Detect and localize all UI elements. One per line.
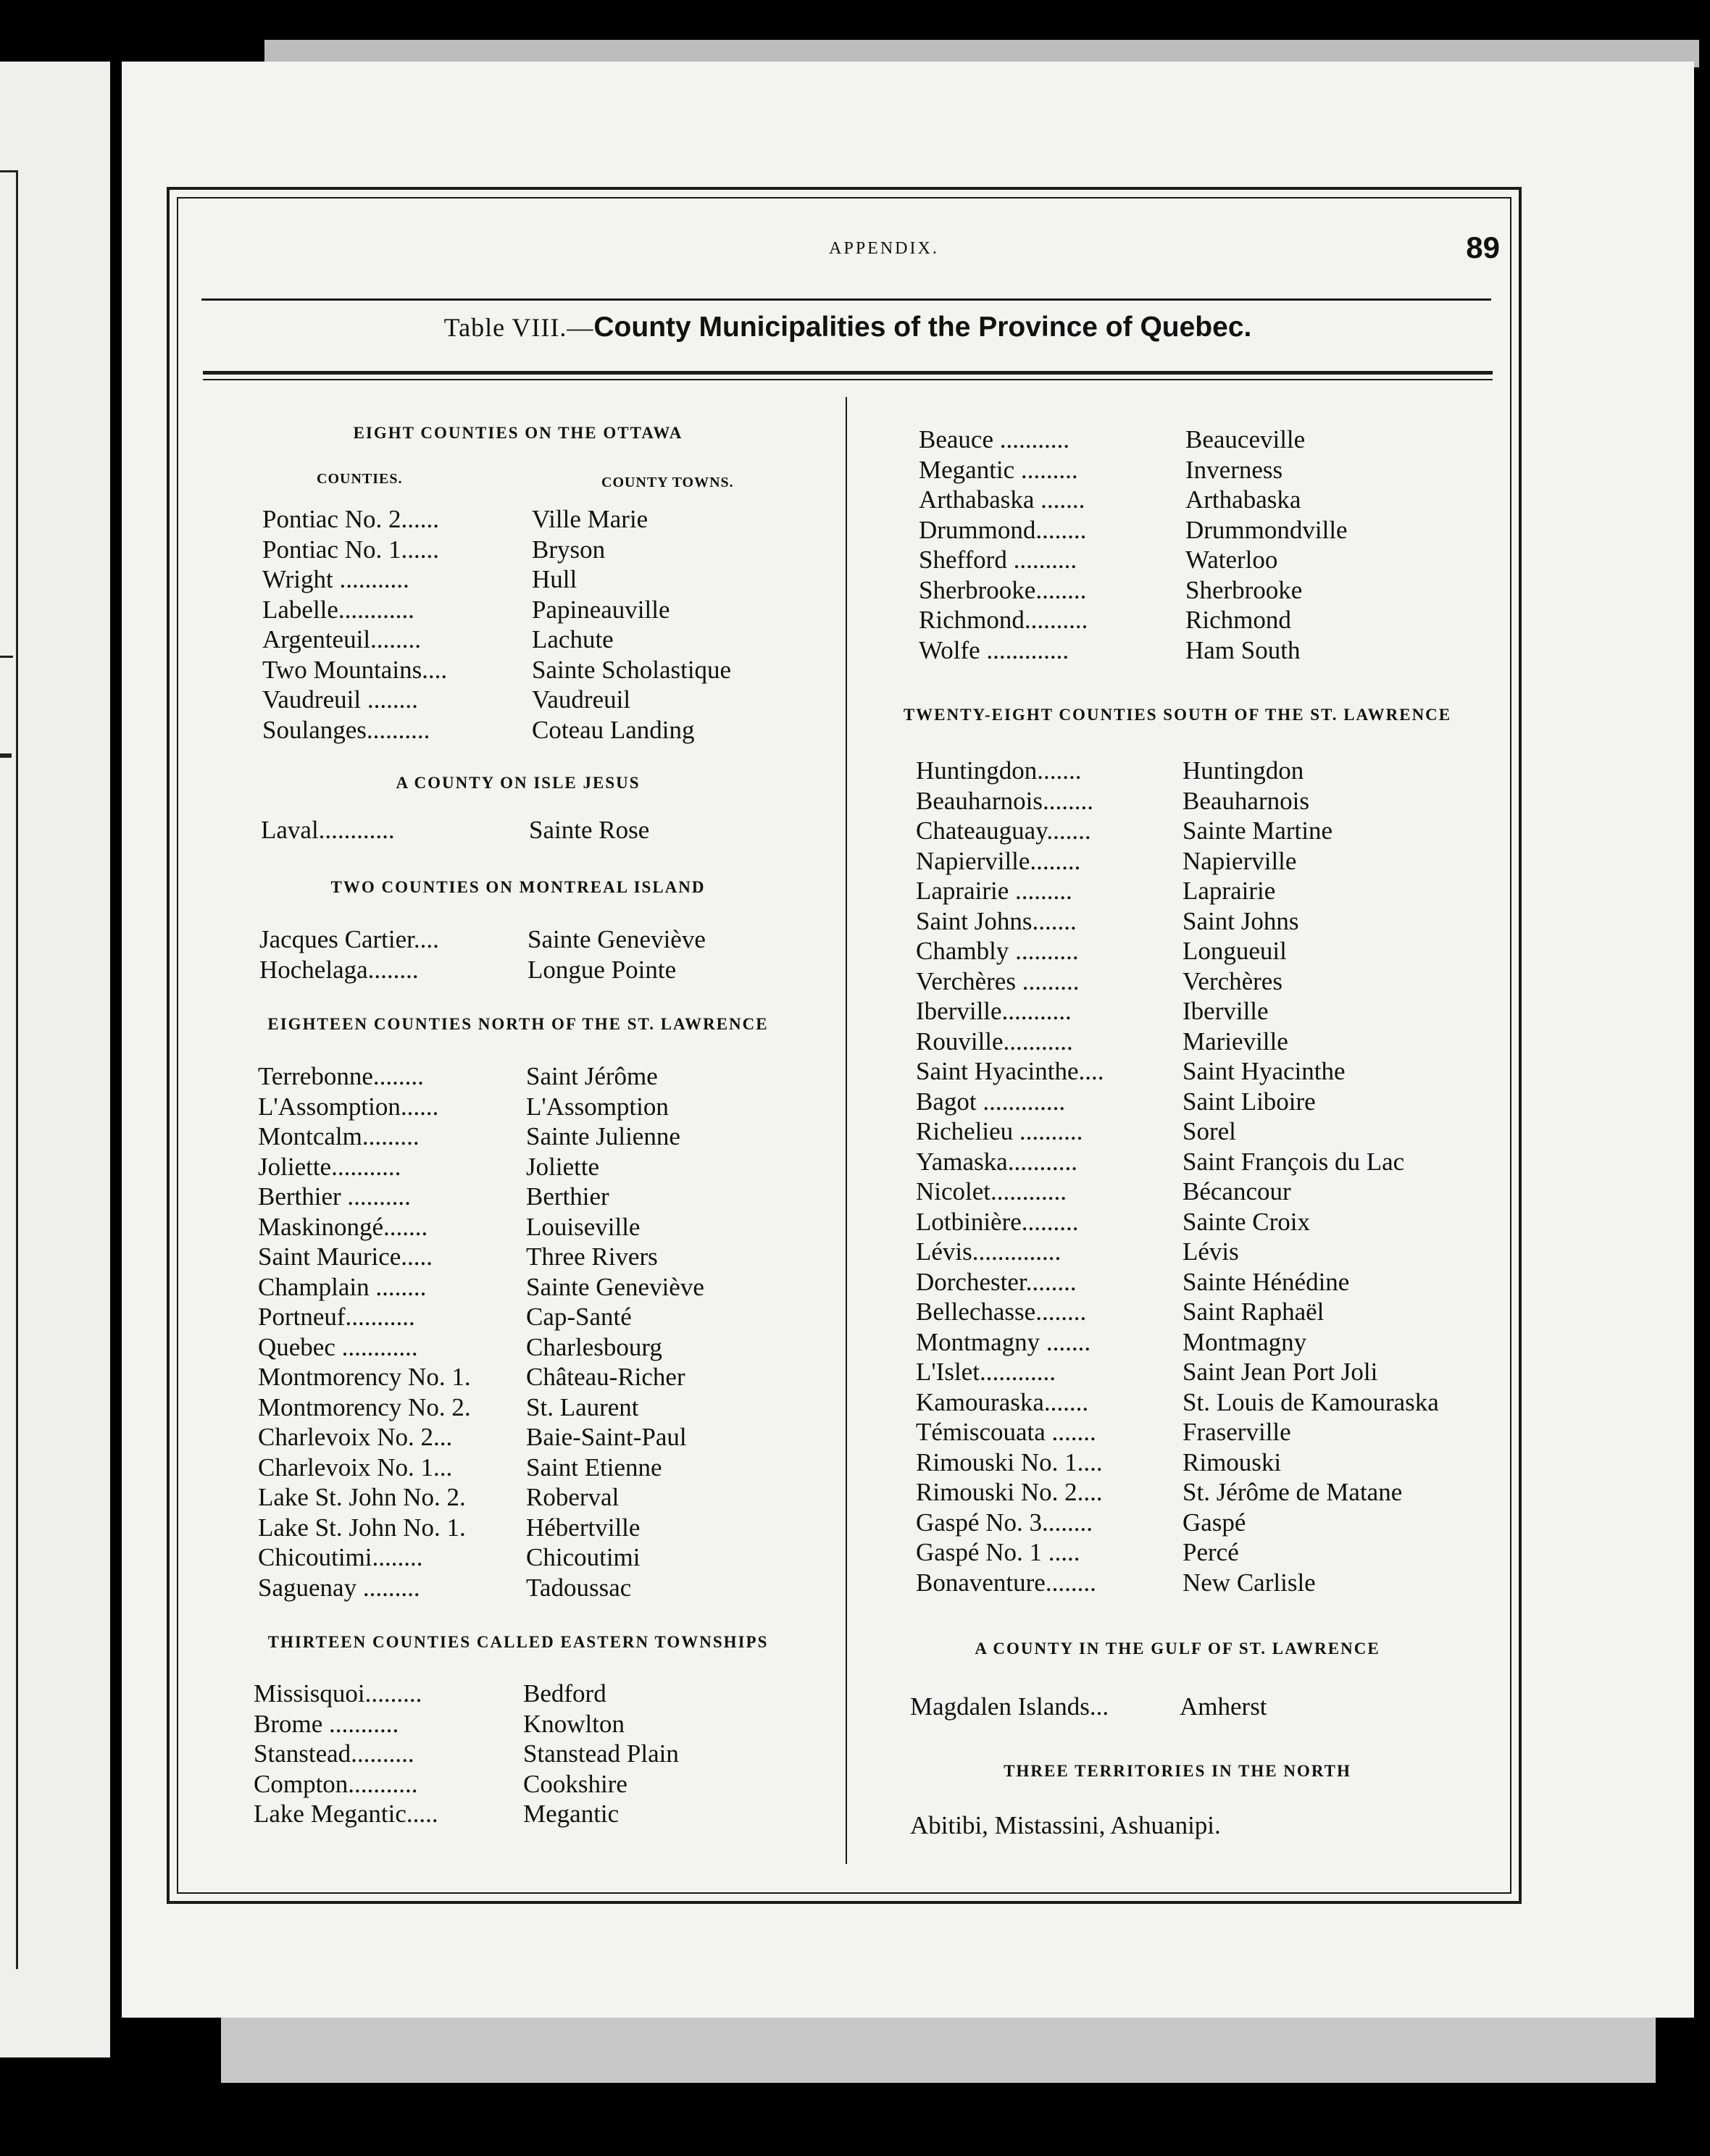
section-heading-south: TWENTY-EIGHT COUNTIES SOUTH OF THE ST. LAWRENCE — [903, 706, 1452, 724]
page-number: 89 — [1466, 230, 1500, 264]
county-town: Saint Hyacinthe — [1183, 1057, 1346, 1085]
county-name: Soulanges.......... — [262, 715, 430, 744]
county-name: Wright ........... — [262, 565, 409, 593]
county-town: Ville Marie — [532, 505, 648, 533]
county-town: Joliette — [526, 1152, 600, 1181]
county-name: Missisquoi......... — [254, 1679, 422, 1708]
county-name: Hochelaga........ — [259, 955, 419, 984]
county-town: Sainte Martine — [1183, 816, 1333, 845]
county-town: Hull — [532, 565, 577, 593]
county-name: Beauharnois........ — [916, 786, 1093, 815]
county-name: Megantic ......... — [919, 455, 1078, 484]
county-name: Joliette........... — [258, 1152, 401, 1181]
county-name: Lake Megantic..... — [254, 1800, 438, 1828]
county-name: Maskinongé....... — [258, 1212, 428, 1241]
county-town: Saint Johns — [1183, 906, 1299, 935]
county-name: L'Assomption...... — [258, 1092, 439, 1121]
county-name: Chambly .......... — [916, 937, 1079, 965]
county-town: Longueuil — [1183, 937, 1287, 965]
section-heading-montreal: TWO COUNTIES ON MONTREAL ISLAND — [330, 878, 706, 896]
county-town: Richmond — [1185, 606, 1291, 634]
county-town: Sherbrooke — [1185, 575, 1303, 604]
county-town: Baie-Saint-Paul — [526, 1423, 687, 1451]
territories-list: Abitibi, Mistassini, Ashuanipi. — [910, 1811, 1221, 1839]
county-name: Arthabaska ....... — [919, 485, 1085, 514]
county-town: Louiseville — [526, 1212, 641, 1241]
column-header-counties: COUNTIES. — [317, 471, 403, 487]
county-name: Montmorency No. 2. — [258, 1392, 471, 1421]
county-town: Cookshire — [523, 1769, 627, 1798]
county-name: Compton........... — [254, 1769, 418, 1798]
table-title — [203, 312, 1493, 343]
county-name: Verchères ......... — [916, 966, 1080, 995]
county-name: Labelle............ — [262, 595, 414, 624]
county-name: Terrebonne........ — [258, 1062, 424, 1090]
county-name: Portneuf........... — [258, 1303, 415, 1331]
county-name: Montmagny ....... — [916, 1327, 1091, 1356]
county-town: Knowlton — [523, 1709, 625, 1738]
county-name: Laprairie ......... — [916, 877, 1072, 905]
county-town: Drummondville — [1185, 515, 1348, 544]
county-town: Hébertville — [526, 1513, 641, 1542]
county-name: Lotbinière......... — [916, 1207, 1079, 1236]
county-town: Sainte Scholastique — [532, 655, 732, 684]
county-name: Huntingdon....... — [916, 756, 1082, 785]
county-town: Iberville — [1183, 997, 1269, 1025]
county-name: Charlevoix No. 1... — [258, 1453, 453, 1482]
county-town: Inverness — [1185, 455, 1283, 484]
county-name: Richelieu .......... — [916, 1117, 1083, 1145]
county-town: Sainte Julienne — [526, 1122, 680, 1150]
column-header-county-towns: COUNTY TOWNS. — [601, 475, 734, 490]
county-name: Kamouraska....... — [916, 1387, 1089, 1416]
county-town: St. Laurent — [526, 1392, 639, 1421]
county-name: Beauce ........... — [919, 425, 1069, 454]
county-name: Rouville........... — [916, 1027, 1073, 1056]
county-name: Montcalm......... — [258, 1122, 420, 1150]
county-town: Verchères — [1183, 966, 1282, 995]
county-town: Château-Richer — [526, 1363, 685, 1391]
county-town: Sainte Hénédine — [1183, 1267, 1350, 1296]
county-town: Huntingdon — [1183, 756, 1304, 785]
section-heading-ottawa: EIGHT COUNTIES ON THE OTTAWA — [353, 424, 683, 442]
county-name: Stanstead.......... — [254, 1739, 414, 1768]
county-town: Lévis — [1183, 1237, 1239, 1266]
county-name: Lake St. John No. 2. — [258, 1483, 466, 1511]
running-head: APPENDIX. — [829, 239, 939, 258]
county-name: Dorchester........ — [916, 1267, 1077, 1296]
county-town: Chicoutimi — [526, 1543, 641, 1571]
county-town: Tadoussac — [526, 1573, 632, 1602]
county-town: Saint Raphaël — [1183, 1298, 1325, 1326]
county-name: Bonaventure........ — [916, 1568, 1096, 1597]
county-town: Coteau Landing — [532, 715, 695, 744]
county-town: Stanstead Plain — [523, 1739, 679, 1768]
section-heading-territories: THREE TERRITORIES IN THE NORTH — [1004, 1762, 1351, 1780]
county-name: Gaspé No. 3........ — [916, 1508, 1093, 1537]
county-town: Saint François du Lac — [1183, 1147, 1405, 1176]
county-town: Papineauville — [532, 595, 670, 624]
county-name: Lake St. John No. 1. — [258, 1513, 466, 1542]
county-name: Iberville........... — [916, 997, 1072, 1025]
county-town: Charlesbourg — [526, 1332, 662, 1361]
county-name: Bellechasse........ — [916, 1298, 1087, 1326]
county-town: Cap-Santé — [526, 1303, 632, 1331]
county-town: Bryson — [532, 535, 606, 564]
county-town: Bécancour — [1183, 1177, 1291, 1206]
county-town: Lachute — [532, 625, 614, 653]
county-name: Rimouski No. 2.... — [916, 1478, 1103, 1506]
county-town: Amherst — [1180, 1692, 1267, 1721]
county-town: L'Assomption — [526, 1092, 669, 1121]
county-town: Waterloo — [1185, 546, 1278, 574]
county-name: Drummond........ — [919, 515, 1087, 544]
county-town: New Carlisle — [1183, 1568, 1316, 1597]
county-town: Sorel — [1183, 1117, 1236, 1145]
adjacent-page-rule — [0, 170, 18, 1969]
title-rule-thick — [203, 371, 1493, 375]
county-name: Napierville........ — [916, 846, 1081, 875]
county-name: Pontiac No. 2...... — [262, 505, 440, 533]
county-town: St. Louis de Kamouraska — [1183, 1387, 1439, 1416]
county-town: Three Rivers — [526, 1242, 658, 1271]
county-town: Saint Liboire — [1183, 1087, 1316, 1116]
section-heading-isle-jesus: A COUNTY ON ISLE JESUS — [396, 774, 641, 792]
county-town: Beauceville — [1185, 425, 1306, 454]
county-town: Napierville — [1183, 846, 1297, 875]
county-town: Berthier — [526, 1182, 609, 1211]
county-town: Roberval — [526, 1483, 620, 1511]
county-name: Témiscouata ....... — [916, 1418, 1096, 1446]
county-name: Argenteuil........ — [262, 625, 422, 653]
county-name: Two Mountains.... — [262, 655, 448, 684]
county-town: Saint Etienne — [526, 1453, 662, 1482]
section-heading-north: EIGHTEEN COUNTIES NORTH OF THE ST. LAWRENCE — [267, 1015, 769, 1033]
table-title-text: County Municipalities of the Province of Quebec. — [593, 312, 1252, 343]
county-name: Nicolet............ — [916, 1177, 1067, 1206]
county-name: Champlain ........ — [258, 1272, 427, 1301]
county-name: Bagot ............. — [916, 1087, 1066, 1116]
county-town: St. Jérôme de Matane — [1183, 1478, 1403, 1506]
county-town: Saint Jean Port Joli — [1183, 1358, 1378, 1386]
county-name: Richmond.......... — [919, 606, 1088, 634]
county-name: Brome ........... — [254, 1709, 399, 1738]
county-town: Marieville — [1183, 1027, 1288, 1056]
county-town: Sainte Geneviève — [527, 925, 706, 953]
county-name: Charlevoix No. 2... — [258, 1423, 453, 1451]
county-town: Sainte Croix — [1183, 1207, 1310, 1236]
county-town: Ham South — [1185, 635, 1301, 664]
section-heading-gulf: A COUNTY IN THE GULF OF ST. LAWRENCE — [975, 1639, 1380, 1658]
county-name: Pontiac No. 1...... — [262, 535, 440, 564]
county-town: Bedford — [523, 1679, 606, 1708]
county-name: Rimouski No. 1.... — [916, 1447, 1103, 1476]
county-name: Wolfe ............. — [919, 635, 1069, 664]
adjacent-page-mark — [0, 753, 12, 758]
county-name: Sherbrooke........ — [919, 575, 1087, 604]
county-name: Chicoutimi........ — [258, 1543, 423, 1571]
county-name: Shefford .......... — [919, 546, 1077, 574]
section-heading-eastern-townships: THIRTEEN COUNTIES CALLED EASTERN TOWNSHIPS — [267, 1633, 769, 1651]
county-name: Vaudreuil ........ — [262, 685, 418, 714]
county-name: Saint Maurice..... — [258, 1242, 433, 1271]
county-town: Gaspé — [1183, 1508, 1246, 1537]
county-name: L'Islet............ — [916, 1358, 1056, 1386]
adjacent-page-mark — [0, 656, 13, 658]
county-town: Fraserville — [1183, 1418, 1291, 1446]
county-name: Montmorency No. 1. — [258, 1363, 471, 1391]
county-name: Magdalen Islands... — [910, 1692, 1109, 1721]
column-divider — [846, 397, 847, 1864]
county-town: Vaudreuil — [532, 685, 631, 714]
county-name: Gaspé No. 1 ..... — [916, 1538, 1080, 1566]
table-label: Table VIII.— — [443, 313, 594, 342]
county-name: Saint Hyacinthe.... — [916, 1057, 1104, 1085]
county-town: Beauharnois — [1183, 786, 1309, 815]
title-rule-thin — [203, 379, 1493, 380]
header-rule — [201, 298, 1491, 301]
county-name: Jacques Cartier.... — [259, 925, 439, 953]
county-town: Arthabaska — [1185, 485, 1301, 514]
county-name: Saguenay ......... — [258, 1573, 420, 1602]
county-town: Megantic — [523, 1800, 620, 1828]
county-town: Laprairie — [1183, 877, 1276, 905]
county-name: Yamaska........... — [916, 1147, 1077, 1176]
county-town: Sainte Geneviève — [526, 1272, 704, 1301]
county-town: Montmagny — [1183, 1327, 1307, 1356]
county-name: Lévis.............. — [916, 1237, 1062, 1266]
county-town: Rimouski — [1183, 1447, 1282, 1476]
county-town: Saint Jérôme — [526, 1062, 658, 1090]
county-name: Chateauguay....... — [916, 816, 1091, 845]
county-town: Longue Pointe — [527, 955, 677, 984]
county-name: Quebec ............ — [258, 1332, 418, 1361]
county-town: Percé — [1183, 1538, 1239, 1566]
county-name: Berthier .......... — [258, 1182, 411, 1211]
county-name: Saint Johns....... — [916, 906, 1077, 935]
county-name: Laval............ — [261, 816, 395, 844]
county-town: Sainte Rose — [529, 816, 650, 844]
